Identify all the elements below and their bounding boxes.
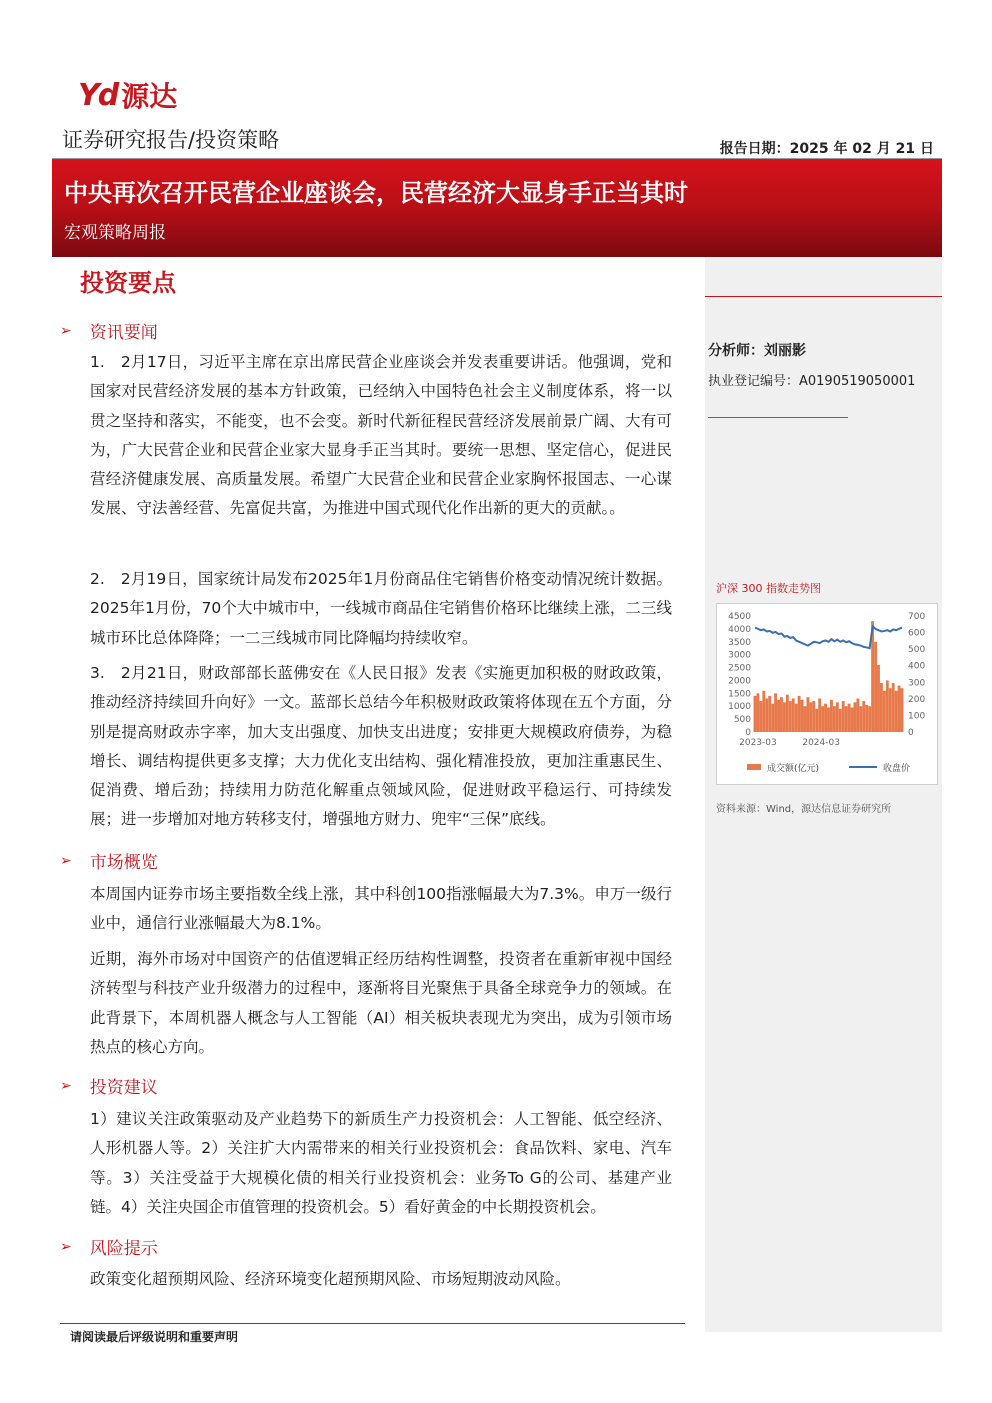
section-risk-heading [60, 1234, 158, 1259]
volume-bar [839, 709, 842, 732]
section-news-heading [60, 318, 158, 343]
news-item-3: 3. 2月21日，财政部部长蓝佛安在《人民日报》发表《实施更加积极的财政政策，推动经济持续回升向好》一文。蓝部长总结今年积极财政政策将体现在五个方面，分别是提高财政赤字率，加大支出强度、加快支出进度；安排更大规模政府债券，为稳增长、调结构提供更多支撑；大力优化支出结构、强化精准投放，更加注重惠民生、促消费、增后劲；持续用力防范化解重点领域风险，促进财政平稳运行、可持续发展；进一步增加对地方转移支付，增强地方财力、兜牢“三保”底线。 [90, 664, 672, 829]
news-item-1: 1. 2月17日，习近平主席在京出席民营企业座谈会并发表重要讲话。他强调，党和国家对民营经济发展的基本方针政策，已经纳入中国特色社会主义制度体系，将一以贯之坚持和落实，不能变，也不会变。新时代新征程民营经济发展前景广阔、大有可为，广大民营企业和民营企业家大显身手正当其时。要统一思想、坚定信心，促进民营经济健康发展、高质量发展。希望广大民营企业和民营企业家胸怀报国志、一心谋发展、守法善经营、先富促共富，为推进中国式现代化作出新的更大的贡献。。 [90, 353, 672, 518]
market-paragraph-1: 本周国内证券市场主要指数全线上涨，其中科创100指涨幅最大为7.3%。申万一级行业中，通信行业涨幅最大为8.1%。 [90, 885, 672, 933]
volume-bar [795, 704, 798, 732]
volume-bar [774, 693, 777, 732]
volume-bar [824, 704, 827, 732]
registration-number: 执业登记编号：A0190519050001 [708, 374, 916, 389]
chart-title: 沪深 300 指数走势图 [716, 582, 821, 595]
volume-bar [809, 702, 812, 732]
volume-bar [789, 701, 792, 732]
section-heading-text: 市场概览 [89, 853, 158, 873]
report-title: 中央再次召开民营企业座谈会，民营经济大显身手正当其时 [64, 179, 688, 207]
volume-bar [765, 698, 768, 732]
report-date: 报告日期：2025 年 02 月 21 日 [719, 141, 934, 157]
y-tick-left: 1000 [728, 702, 751, 713]
volume-bar [786, 695, 789, 732]
volume-bar [868, 706, 871, 732]
volume-bar [895, 691, 898, 732]
volume-bar [777, 700, 780, 732]
logo-mark: Yd [78, 77, 118, 113]
volume-bar [780, 697, 783, 732]
y-tick-right: 500 [908, 645, 926, 656]
volume-bar [754, 696, 757, 732]
y-tick-left: 2500 [728, 663, 751, 674]
y-tick-left: 1500 [728, 689, 751, 700]
y-tick-left: 4000 [728, 624, 751, 635]
analyst-name: 分析师：刘丽影 [708, 343, 806, 359]
volume-bar [821, 706, 824, 732]
volume-bar [845, 706, 848, 732]
chevron-right-icon: ➢ [60, 852, 72, 869]
volume-bar [801, 700, 804, 732]
logo-name: 源达 [121, 80, 178, 113]
chart-source: 资料来源：Wind，源达信息证券研究所 [716, 804, 892, 815]
volume-bar [898, 686, 901, 732]
section-advice-heading [60, 1073, 158, 1098]
legend-price-label: 收盘价 [883, 764, 911, 774]
sidebar-divider [705, 296, 942, 297]
x-tick-label: 2024-03 [802, 738, 840, 748]
volume-bar [783, 702, 786, 732]
volume-bar [856, 698, 859, 732]
footer-divider [60, 1323, 685, 1324]
volume-bar [854, 702, 857, 732]
y-tick-right: 400 [908, 661, 926, 672]
volume-bar [768, 696, 771, 732]
advice-paragraph: 1）建议关注政策驱动及产业趋势下的新质生产力投资机会：人工智能、低空经济、人形机器人等。2）关注扩大内需带来的相关行业投资机会：食品饮料、家电、汽车等。3）关注受益于大规模化债的相关行业投资机会：业务To G的公司、基建产业链。4）关注央国企市值管理的投资机会。5）看好黄金的中长期投资机会。 [90, 1110, 672, 1216]
y-tick-right: 100 [908, 711, 926, 722]
y-tick-left: 4500 [728, 612, 751, 622]
x-tick-label: 2023-03 [739, 738, 777, 748]
section-heading-text: 风险提示 [89, 1239, 158, 1259]
y-tick-right: 700 [908, 612, 926, 622]
y-tick-left: 0 [745, 728, 751, 738]
index-chart [716, 603, 938, 785]
y-tick-right: 0 [908, 728, 914, 738]
section-heading-text: 投资建议 [89, 1078, 158, 1098]
chart-canvas [717, 604, 937, 784]
volume-bar [901, 688, 904, 732]
volume-bar [804, 706, 807, 732]
volume-bar [892, 683, 895, 732]
y-tick-left: 2000 [728, 676, 751, 687]
legend-volume-swatch [747, 764, 761, 770]
volume-bar [859, 706, 862, 732]
volume-bar [762, 691, 765, 732]
volume-bar [756, 693, 759, 732]
market-paragraph-2: 近期，海外市场对中国资产的估值逻辑正经历结构性调整，投资者在重新审视中国经济转型与科技产业升级潜力的过程中，逐渐将目光聚焦于具备全球竞争力的领域。在此背景下，本周机器人概念与人工智能（AI）相关板块表现尤为突出，成为引领市场热点的核心方向。 [90, 950, 672, 1056]
volume-bar [836, 702, 839, 732]
risk-paragraph: 政策变化超预期风险、经济环境变化超预期风险、市场短期波动风险。 [90, 1270, 571, 1288]
volume-bar [851, 708, 854, 732]
volume-bar [833, 706, 836, 732]
analyst-divider [708, 417, 848, 418]
section-market-heading [60, 848, 158, 873]
y-tick-right: 200 [908, 694, 926, 705]
volume-bar [865, 705, 868, 732]
y-tick-left: 3000 [728, 650, 751, 661]
volume-bar [806, 697, 809, 732]
sidebar [705, 257, 942, 1332]
footer-disclaimer: 请阅读最后评级说明和重要声明 [70, 1330, 239, 1344]
company-logo [78, 78, 177, 112]
y-tick-left: 3500 [728, 637, 751, 648]
volume-bar [792, 698, 795, 732]
y-tick-right: 300 [908, 678, 926, 689]
chevron-right-icon: ➢ [60, 1238, 72, 1255]
volume-bar [877, 665, 880, 732]
section-heading-text: 资讯要闻 [89, 323, 158, 343]
y-tick-right: 600 [908, 628, 926, 639]
report-category: 证券研究报告/投资策略 [62, 128, 280, 152]
volume-bar [798, 696, 801, 732]
volume-bar [759, 701, 762, 732]
news-item-2: 2. 2月19日，国家统计局发布2025年1月份商品住宅销售价格变动情况统计数据。2025年1月份，70个大中城市中，一线城市商品住宅销售价格环比继续上涨，二三线城市环比总体降降；一二三线城市同比降幅均持续收窄。 [90, 570, 672, 647]
volume-bar [771, 704, 774, 732]
report-subtitle: 宏观策略周报 [64, 223, 166, 243]
volume-bar [889, 688, 892, 732]
volume-bar [880, 683, 883, 732]
volume-bar [812, 701, 815, 732]
volume-bar [886, 680, 889, 732]
volume-bar [842, 701, 845, 732]
volume-bar [830, 700, 833, 732]
volume-bar [862, 701, 865, 732]
volume-bar [815, 709, 818, 732]
y-tick-left: 500 [733, 715, 751, 726]
chevron-right-icon: ➢ [60, 1077, 72, 1094]
volume-bar [874, 642, 877, 732]
key-points-title: 投资要点 [80, 269, 176, 297]
volume-bar [827, 708, 830, 732]
volume-bar [818, 698, 821, 732]
price-line [755, 626, 902, 648]
volume-bar [883, 691, 886, 732]
legend-volume-label: 成交额(亿元) [767, 764, 820, 774]
title-banner [52, 159, 942, 257]
chevron-right-icon: ➢ [60, 322, 72, 339]
volume-bar [848, 704, 851, 732]
